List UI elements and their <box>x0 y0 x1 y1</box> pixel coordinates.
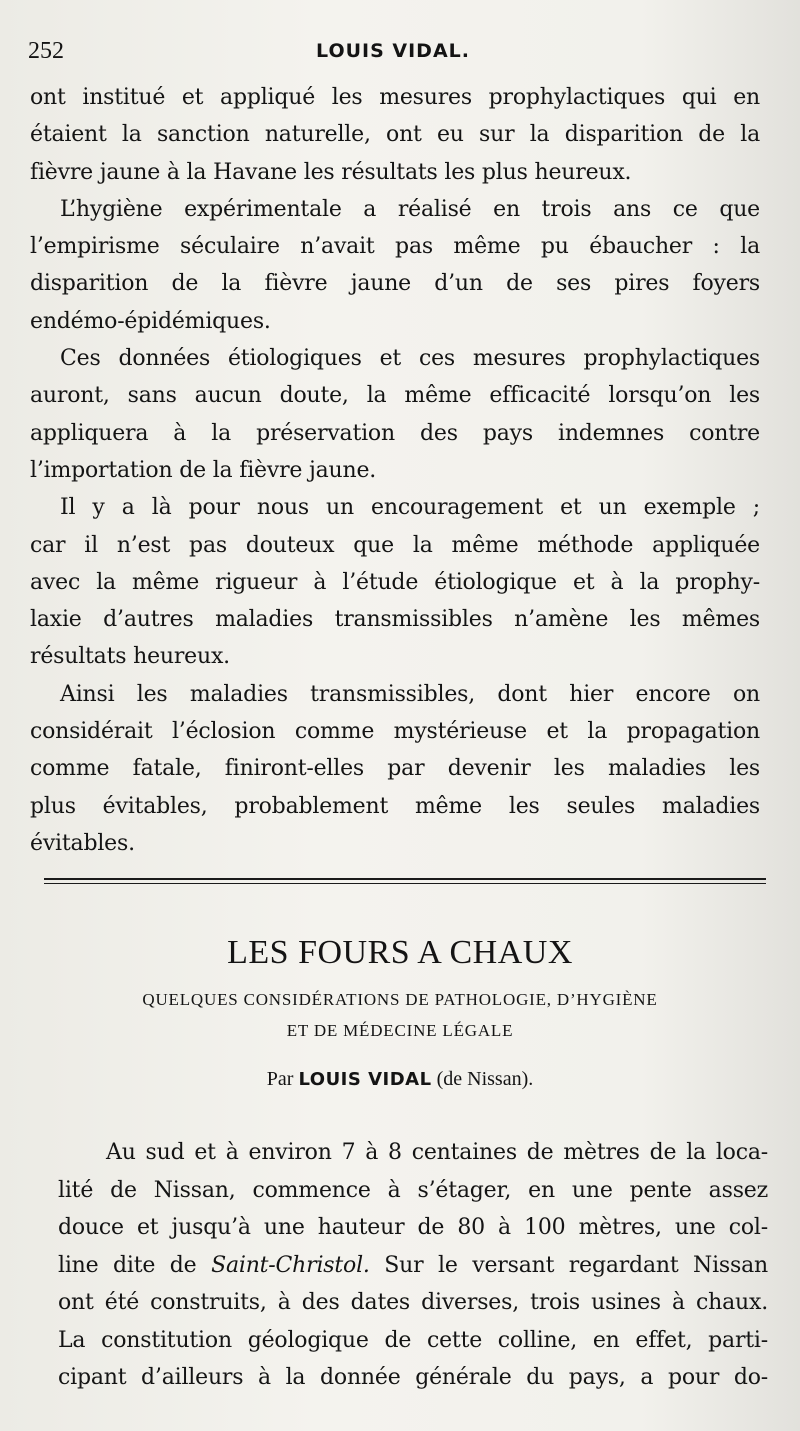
text-line: lité de Nissan, commence à s’étager, en une pente assez <box>58 1177 768 1203</box>
text-line: plus évitables, probablement même les seules maladies <box>30 793 760 819</box>
divider-rule-thin <box>44 883 766 884</box>
page-number: 252 <box>28 38 64 64</box>
text-line: résultats heureux. <box>30 644 230 670</box>
running-head <box>28 38 758 74</box>
byline-prefix: Par <box>266 1068 294 1090</box>
text-line: cipant d’ailleurs à la donnée générale du pays, a pour do- <box>58 1365 768 1390</box>
text-line <box>58 1247 768 1285</box>
text-line: Au sud et à environ 7 à 8 centaines de mètres de la loca- <box>106 1140 768 1165</box>
text-line: l’importation de la fièvre jaune. <box>30 457 377 483</box>
text-line: comme fatale, finiront-elles par devenir les maladies les <box>30 756 760 782</box>
text-line: Ces données étiologiques et ces mesures prophylactiques <box>60 346 760 372</box>
text-line: considérait l’éclosion comme mystérieuse et la propagation <box>30 719 760 745</box>
text-line: Ainsi les maladies transmissibles, dont hier encore on <box>60 681 760 707</box>
place-name-italic: Saint-Christol. <box>211 1252 370 1278</box>
text-run: Sur le versant regardant Nissan <box>384 1252 768 1278</box>
text-line: évitables. <box>30 830 135 856</box>
text-line: endémo-épidémiques. <box>30 308 271 334</box>
text-line: appliquera à la préservation des pays indemnes contre <box>30 420 760 446</box>
text-line: l’empirisme séculaire n’avait pas même pu ébaucher : la <box>30 234 760 260</box>
text-line: auront, sans aucun doute, la même efficacité lorsqu’on les <box>30 383 760 409</box>
article-subtitle-line-1: QUELQUES CONSIDÉRATIONS DE PATHOLOGIE, D’HYGIÈNE <box>142 990 658 1009</box>
byline <box>0 1068 800 1091</box>
byline-suffix: (de Nissan). <box>436 1068 534 1090</box>
text-line: étaient la sanction naturelle, ont eu sur la disparition de la <box>30 122 760 148</box>
text-line: ont institué et appliqué les mesures prophylactiques qui en <box>30 85 760 110</box>
text-line: L’hygiène expérimentale a réalisé en trois ans ce que <box>60 196 760 222</box>
text-line: laxie d’autres maladies transmissibles n’amène les mêmes <box>30 607 760 633</box>
text-line: Il y a là pour nous un encouragement et un exemple ; <box>60 495 760 521</box>
text-line: avec la même rigueur à l’étude étiologique et à la prophy- <box>30 569 760 595</box>
byline-author: LOUIS VIDAL <box>298 1069 432 1090</box>
previous-article-text <box>30 79 760 862</box>
text-line: ont été construits, à des dates diverses, trois usines à chaux. <box>58 1290 768 1315</box>
running-head-author: LOUIS VIDAL. <box>316 40 470 62</box>
article-subtitle-line-2: ET DE MÉDECINE LÉGALE <box>286 1021 514 1040</box>
text-line: fièvre jaune à la Havane les résultats les plus heureux. <box>30 159 632 185</box>
text-line: car il n’est pas douteux que la même méthode appliquée <box>30 532 760 558</box>
text-line: disparition de la fièvre jaune d’un de ses pires foyers <box>30 271 760 297</box>
article-title: LES FOURS A CHAUX <box>227 934 573 971</box>
article-body <box>58 1134 768 1397</box>
divider-rule-thick <box>44 878 766 880</box>
text-line: La constitution géologique de cette colline, en effet, parti- <box>58 1327 768 1353</box>
text-run: line dite de <box>58 1252 197 1278</box>
section-divider <box>44 878 766 884</box>
text-line: douce et jusqu’à une hauteur de 80 à 100 mètres, une col- <box>58 1215 768 1240</box>
